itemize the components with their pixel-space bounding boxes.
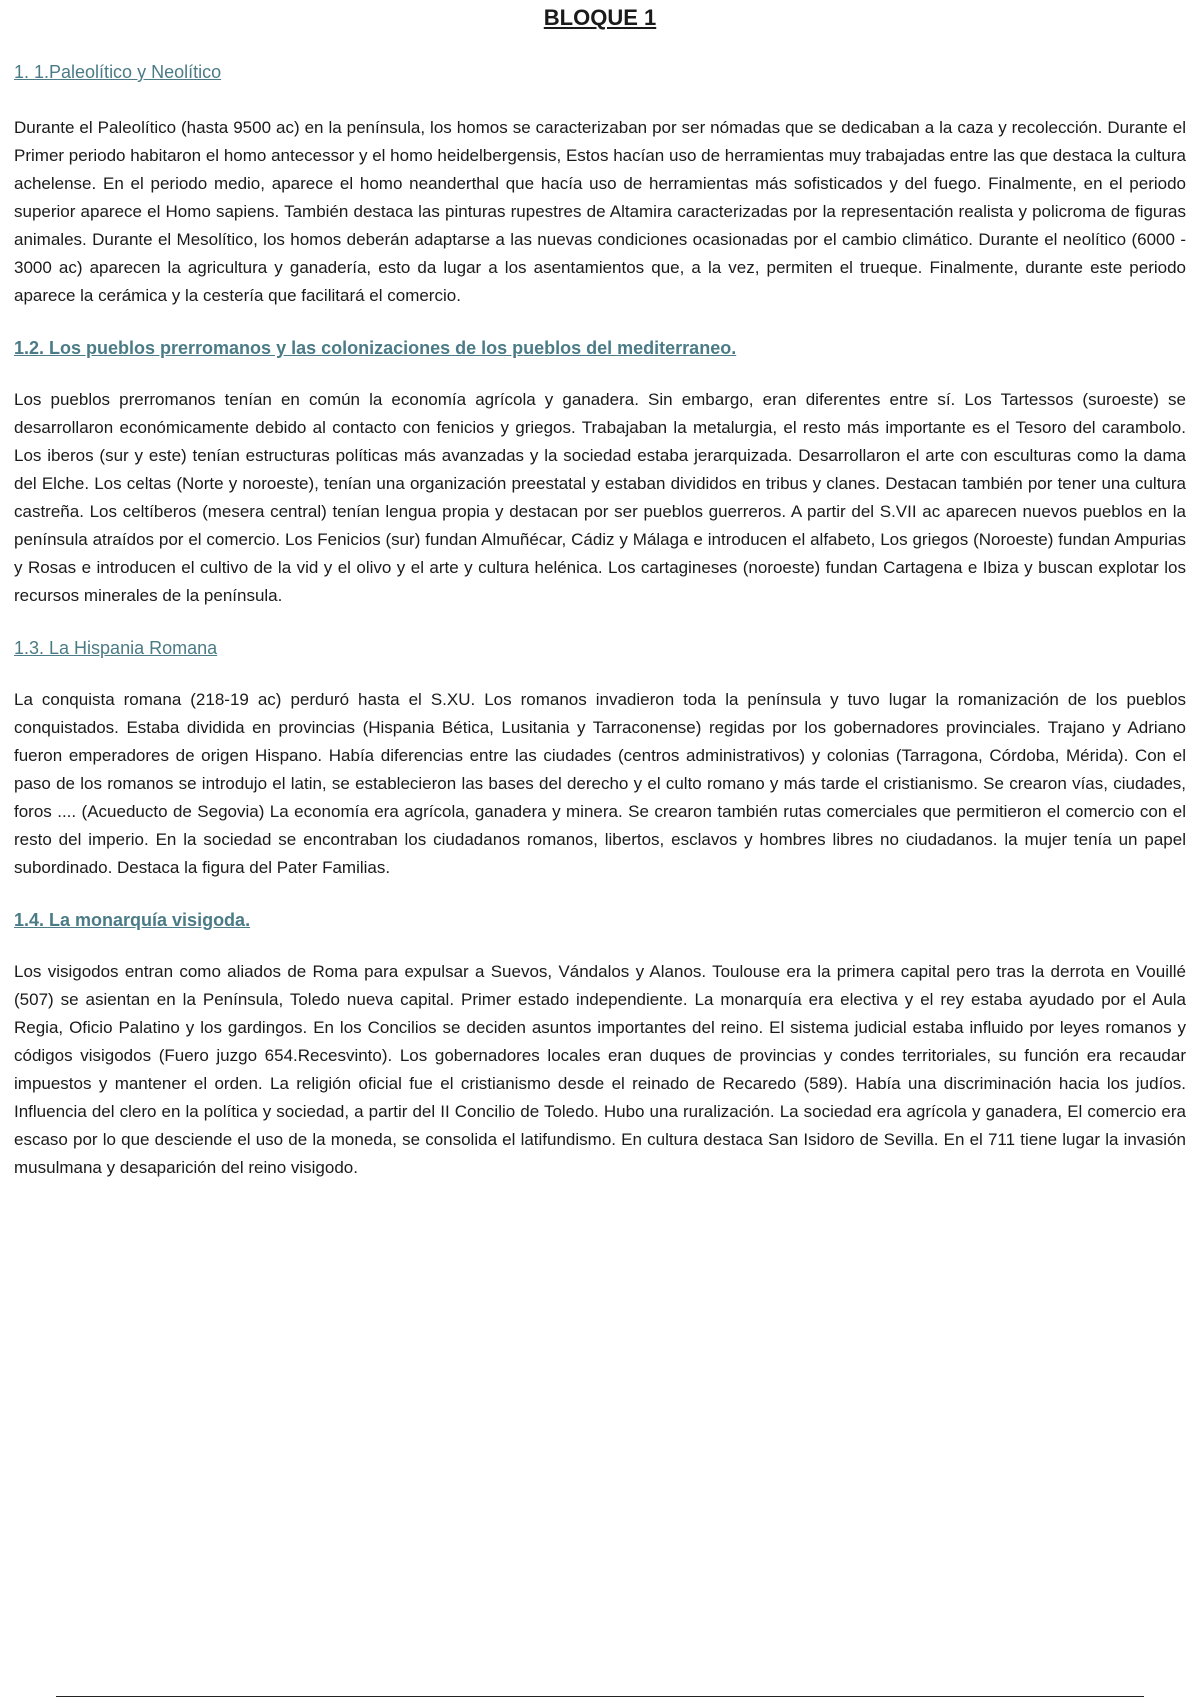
section-paleolitico — [14, 60, 1186, 310]
section-heading: 1.4. La monarquía visigoda. — [14, 910, 251, 930]
section-heading: 1. 1.Paleolítico y Neolítico — [14, 62, 222, 82]
section-paragraph: La conquista romana (218-19 ac) perduró hasta el S.XU. Los romanos invadieron toda la península y tuvo lugar la romanización de los pueblos conquistados. Estaba dividida en provincias (Hispania Bética, Lusitania y Tarraconense) regidas por los gobernadores provinciales. Trajano y Adriano fueron emperadores de origen Hispano. Había diferencias entre las ciudades (centros administrativos) y colonias (Tarragona, Córdoba, Mérida). Con el paso de los romanos se introdujo el latin, se establecieron las bases del derecho y el culto romano y más tarde el cristianismo. Se crearon vías, ciudades, foros .... (Acueducto de Segovia) La economía era agrícola, ganadera y minera. Se crearon también rutas comerciales que permitieron el comercio con el resto del imperio. En la sociedad se encontraban los ciudadanos romanos, libertos, esclavos y hombres libres no ciudadanos. la mujer tenía un papel subordinado. Destaca la figura del Pater Familias. — [14, 690, 1186, 877]
document-title: BLOQUE 1 — [543, 5, 657, 30]
footer-divider — [56, 1696, 1144, 1697]
section-heading: 1.2. Los pueblos prerromanos y las colonizaciones de los pueblos del mediterraneo. — [14, 338, 737, 358]
section-monarquia-visigoda — [14, 908, 1186, 1182]
section-paragraph: Los pueblos prerromanos tenían en común la economía agrícola y ganadera. Sin embargo, eran diferentes entre sí. Los Tartessos (suroeste) se desarrollaron económicamente debido al contacto con fenicios y griegos. Trabajaban la metalurgia, el resto más importante es el Tesoro del carambolo. Los iberos (sur y este) tenían estructuras políticas más avanzadas y la sociedad estaba jerarquizada. Desarrollaron el arte con esculturas como la dama del Elche. Los celtas (Norte y noroeste), tenían una organización preestatal y estaban divididos en tribus y clanes. Destacan también por tener una cultura castreña. Los celtíberos (mesera central) tenían lengua propia y destacan por ser pueblos guerreros. A partir del S.VII ac aparecen nuevos pueblos en la península atraídos por el comercio. Los Fenicios (sur) fundan Almuñécar, Cádiz y Málaga e introducen el alfabeto, Los griegos (Noroeste) fundan Ampurias y Rosas e introducen el cultivo de la vid y el olivo y el arte y cultura helénica. Los cartagineses (noroeste) fundan Cartagena e Ibiza y buscan explotar los recursos minerales de la península. — [14, 390, 1186, 605]
section-hispania-romana — [14, 636, 1186, 882]
section-paragraph: Durante el Paleolítico (hasta 9500 ac) en la península, los homos se caracterizaban por ser nómadas que se dedicaban a la caza y recolección. Durante el Primer periodo habitaron el homo antecessor y el homo heidelbergensis, Estos hacían uso de herramientas muy trabajadas entre las que destaca la cultura achelense. En el periodo medio, aparece el homo neanderthal que hacía uso de herramientas más sofisticados y del fuego. Finalmente, en el periodo superior aparece el Homo sapiens. También destaca las pinturas rupestres de Altamira caracterizadas por la representación realista y policroma de figuras animales. Durante el Mesolítico, los homos deberán adaptarse a las nuevas condiciones ocasionadas por el cambio climático. Durante el neolítico (6000 - 3000 ac) aparecen la agricultura y ganadería, esto da lugar a los asentamientos que, a la vez, permiten el trueque. Finalmente, durante este periodo aparece la cerámica y la cestería que facilitará el comercio. — [14, 118, 1186, 305]
section-paragraph: Los visigodos entran como aliados de Roma para expulsar a Suevos, Vándalos y Alanos. Toulouse era la primera capital pero tras la derrota en Vouillé (507) se asientan en la Península, Toledo nueva capital. Primer estado independiente. La monarquía era electiva y el rey estaba ayudado por el Aula Regia, Oficio Palatino y los gardingos. En los Concilios se deciden asuntos importantes del reino. El sistema judicial estaba influido por leyes romanos y códigos visigodos (Fuero juzgo 654.Recesvinto). Los gobernadores locales eran duques de provincias y condes territoriales, su función era recaudar impuestos y mantener el orden. La religión oficial fue el cristianismo desde el reinado de Recaredo (589). Había una discriminación hacia los judíos. Influencia del clero en la política y sociedad, a partir del II Concilio de Toledo. Hubo una ruralización. La sociedad era agrícola y ganadera, El comercio era escaso por lo que desciende el uso de la moneda, se consolida el latifundismo. En cultura destaca San Isidoro de Sevilla. En el 711 tiene lugar la invasión musulmana y desaparición del reino visigodo. — [14, 962, 1186, 1177]
section-heading: 1.3. La Hispania Romana — [14, 638, 218, 658]
section-pueblos-prerromanos — [14, 336, 1186, 610]
